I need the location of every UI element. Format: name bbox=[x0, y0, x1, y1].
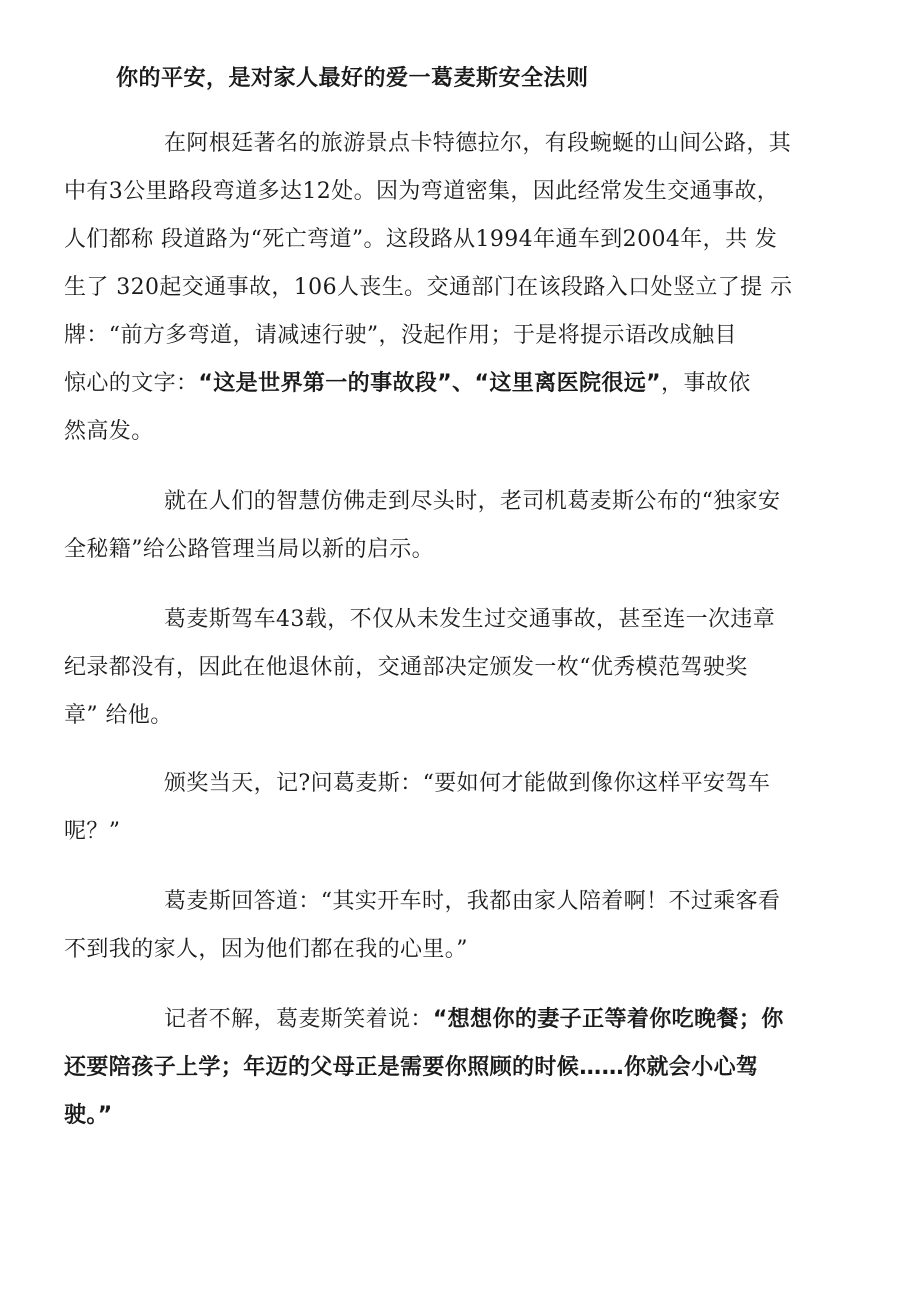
paragraph-6 bbox=[64, 996, 860, 1140]
paragraph-line: 不到我的家人，因为他们都在我的心里。” bbox=[64, 937, 468, 962]
paragraph-line: 纪录都没有，因此在他退休前，交通部决定颁发一枚“优秀模范驾驶奖 bbox=[64, 655, 748, 680]
paragraph-line: 中有3公里路段弯道多达12处。因为弯道密集，因此经常发生交通事故， bbox=[64, 179, 780, 204]
paragraph-line-mixed bbox=[64, 360, 860, 408]
article-title: 你的平安，是对家人最好的爱一葛麦斯安全法则 bbox=[116, 66, 589, 91]
paragraph-line: 章” 给他。 bbox=[64, 703, 173, 728]
paragraph-line: 颁奖当天，记?问葛麦斯：“要如何才能做到像你这样平安驾车 bbox=[164, 771, 771, 796]
plain-text: 记者不解，葛麦斯笑着说： bbox=[164, 1007, 433, 1032]
paragraph-line: 葛麦斯回答道：“其实开车时，我都由家人陪着啊！不过乘客看 bbox=[164, 889, 781, 914]
paragraph-2 bbox=[64, 478, 860, 574]
paragraph-line: 就在人们的智慧仿佛走到尽头时，老司机葛麦斯公布的“独家安 bbox=[164, 489, 781, 514]
paragraph-line: 生了 320起交通事故，106人丧生。交通部门在该段路入口处竖立了提 示 bbox=[64, 275, 793, 300]
plain-text: 惊心的文字： bbox=[64, 371, 199, 396]
paragraph-line: 在阿根廷著名的旅游景点卡特德拉尔，有段蜿蜒的山间公路，其 bbox=[164, 131, 792, 156]
paragraph-3 bbox=[64, 596, 860, 740]
paragraph-1 bbox=[64, 120, 860, 456]
bold-quote: “想想你的妻子正等着你吃晚餐；你 bbox=[432, 1007, 784, 1032]
paragraph-line-bold: 还要陪孩子上学；年迈的父母正是需要你照顾的时候……你就会小心驾 bbox=[64, 1055, 759, 1080]
paragraph-5 bbox=[64, 878, 860, 974]
paragraph-4 bbox=[64, 760, 860, 856]
plain-text: ，事故依 bbox=[661, 371, 751, 396]
paragraph-line: 葛麦斯驾车43载，不仅从未发生过交通事故，甚至连一次违章 bbox=[164, 607, 776, 632]
paragraph-line-mixed bbox=[64, 996, 860, 1044]
paragraph-line: 全秘籍”给公路管理当局以新的启示。 bbox=[64, 537, 435, 562]
bold-quote: “这是世界第一的事故段”、“这里离医院很远” bbox=[198, 371, 662, 396]
paragraph-line-bold: 驶。” bbox=[64, 1103, 113, 1128]
paragraph-line: 呢？” bbox=[64, 819, 121, 844]
paragraph-line: 然高发。 bbox=[64, 419, 154, 444]
paragraph-line: 牌：“前方多弯道，请减速行驶”，没起作用；于是将提示语改成触目 bbox=[64, 323, 737, 348]
paragraph-line: 人们都称 段道路为“死亡弯道”。这段路从1994年通车到2004年，共 发 bbox=[64, 227, 778, 252]
